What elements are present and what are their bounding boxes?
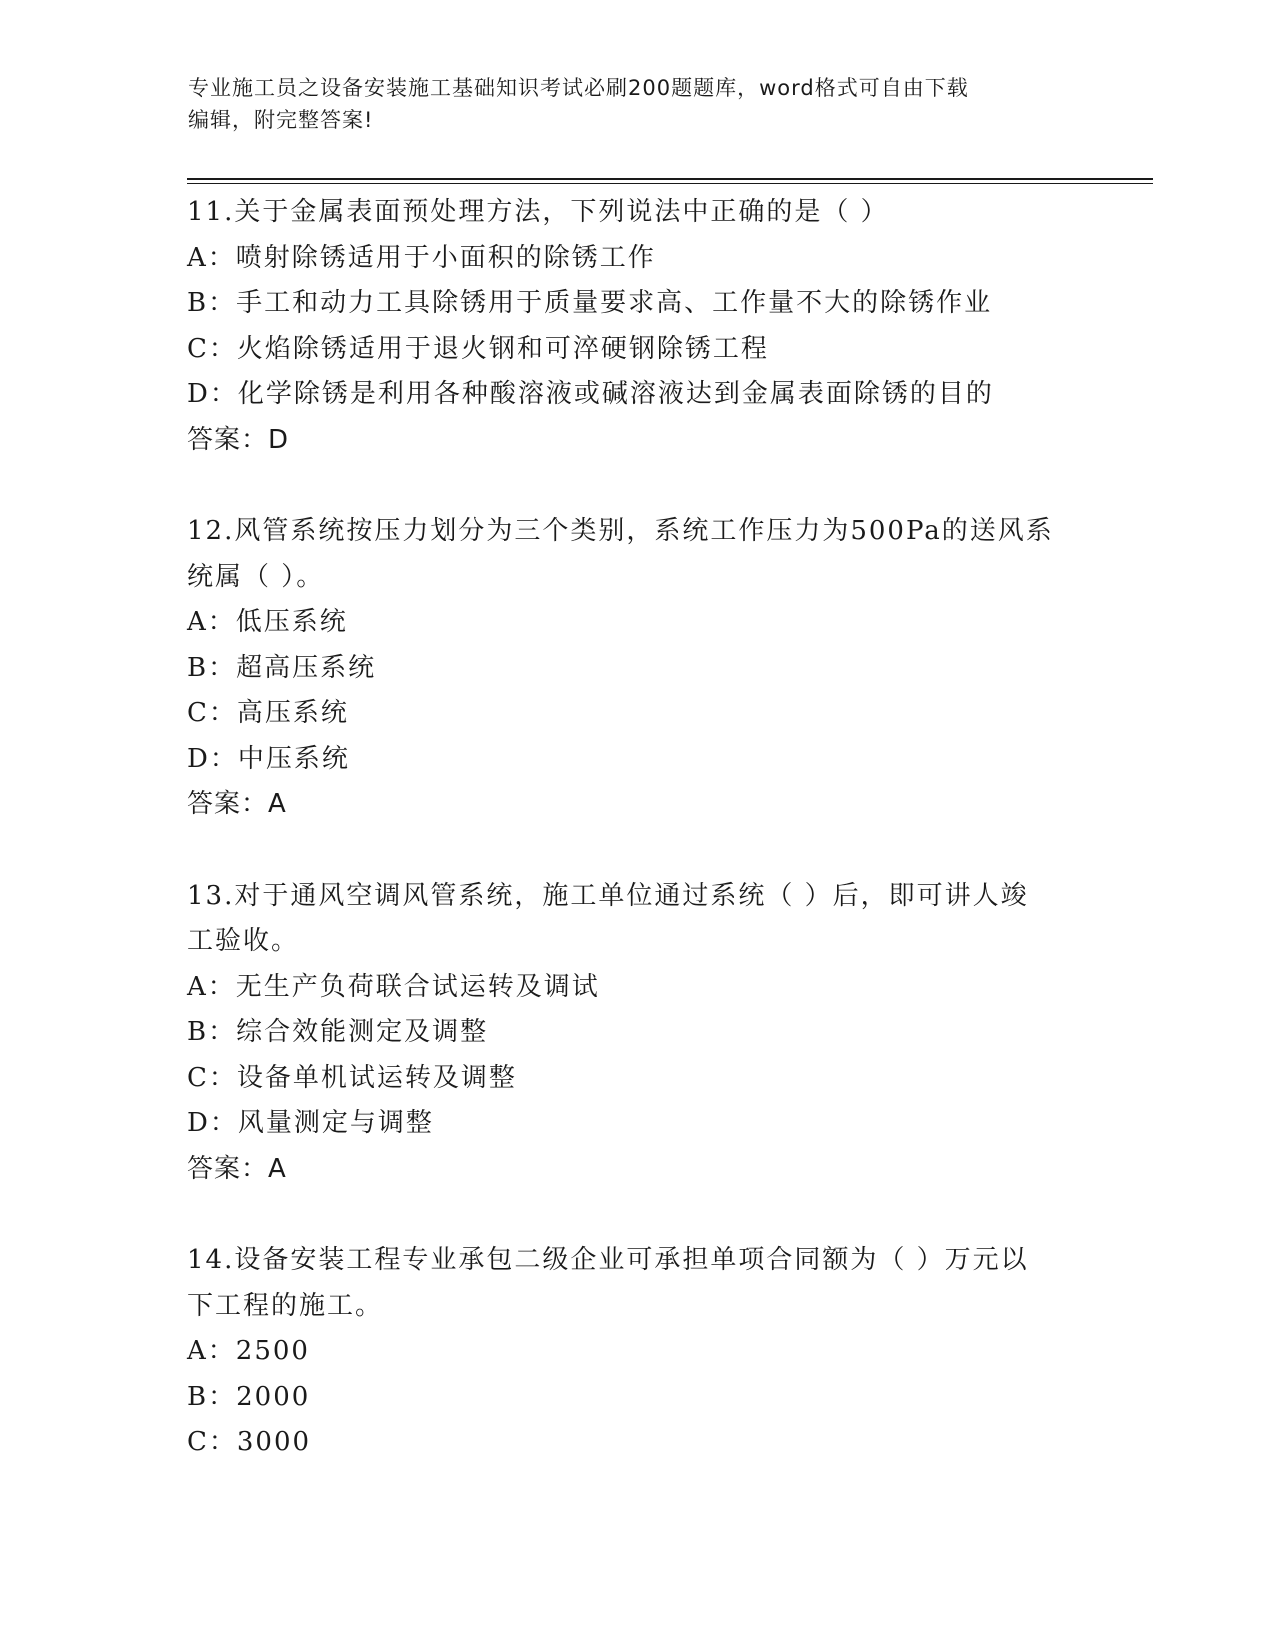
option-d: D：中压系统 [187,743,350,774]
question-stem: 13.对于通风空调风管系统，施工单位通过系统（ ）后，即可讲人竣 [187,880,1029,911]
header-title-line-2: 编辑，附完整答案! [188,108,374,132]
option-c: C：火焰除锈适用于退火钢和可淬硬钢除锈工程 [187,333,769,364]
option-a: A：无生产负荷联合试运转及调试 [187,971,600,1002]
header-divider-thick [187,178,1153,180]
question-12 [187,509,1087,828]
answer-line: 答案：D [187,424,290,455]
question-stem: 11.关于金属表面预处理方法，下列说法中正确的是（ ） [187,197,889,227]
question-stem-continued: 统属（ ）。 [187,561,325,592]
header-divider-thin [187,183,1153,184]
option-c: C：高压系统 [187,698,349,728]
header-title-line-1: 专业施工员之设备安装施工基础知识考试必刷200题题库，word格式可自由下载 [188,76,969,100]
option-b: B：手工和动力工具除锈用于质量要求高、工作量不大的除锈作业 [187,288,993,318]
question-list [187,190,1087,1512]
option-d: D：风量测定与调整 [187,1108,434,1138]
question-stem: 14.设备安装工程专业承包二级企业可承担单项合同额为（ ）万元以 [187,1245,1029,1275]
option-b: B：超高压系统 [187,652,377,683]
option-c: C：设备单机试运转及调整 [187,1062,517,1093]
option-a: A：喷射除锈适用于小面积的除锈工作 [187,242,656,273]
document-header [188,72,1088,136]
option-a: A：低压系统 [187,607,348,637]
question-stem: 12.风管系统按压力划分为三个类别，系统工作压力为500Pa的送风系 [187,516,1054,546]
option-b: B：2000 [187,1381,311,1412]
question-14 [187,1238,1087,1466]
option-b: B：综合效能测定及调整 [187,1017,489,1047]
option-c: C：3000 [187,1427,312,1457]
question-11 [187,190,1087,463]
answer-line: 答案：A [187,1153,287,1184]
option-a: A：2500 [187,1336,310,1366]
answer-line: 答案：A [187,789,287,819]
question-13 [187,874,1087,1193]
option-d: D：化学除锈是利用各种酸溶液或碱溶液达到金属表面除锈的目的 [187,379,994,409]
question-stem-continued: 下工程的施工。 [187,1290,384,1321]
question-stem-continued: 工验收。 [187,926,300,956]
